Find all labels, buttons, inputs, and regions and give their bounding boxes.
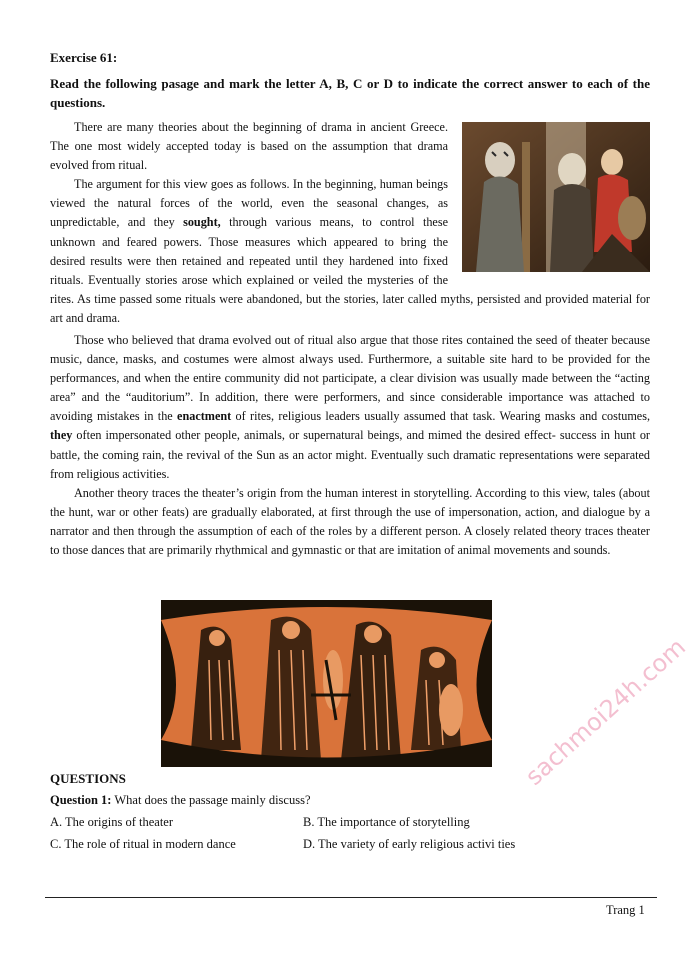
bold-word-enactment: enactment bbox=[177, 409, 232, 424]
passage-paragraph-4: Another theory traces the theater’s origin from the human interest in storytelling. According to this view, tales (about the hunt, war or other feats) are gradually elaborated, at first through the use of impersonation, action, and dialogue by a narrator and then through the assumption of each of the roles by a different person. A closely related theory traces theater to those dances that are primarily rhythmical and gymnastic or that are imitation of animal movements and sounds. bbox=[50, 485, 650, 558]
passage-paragraph-3 bbox=[50, 331, 650, 484]
questions-section bbox=[50, 771, 650, 855]
passage-paragraph-1: There are many theories about the beginning of drama in ancient Greece. The one most widely accepted today is based on the assumption that drama evolved from ritual. bbox=[50, 120, 448, 173]
bold-word-they: they bbox=[50, 428, 73, 443]
paragraph-3-text-b: of rites, religious leaders usually assumed that task. Wearing masks and costumes, bbox=[231, 409, 651, 424]
instruction-text: Read the following pasage and mark the letter A, B, C or D to indicate the correct answer to each of the questions. bbox=[50, 76, 650, 110]
watermark-text: sachmoi24h.com bbox=[520, 632, 692, 791]
paragraph-2-text-a: The argument for this view goes as follows. In the beginning, human beings viewed the natural forces of the world, even the seasonal changes, as unpredictable, and they bbox=[50, 177, 448, 230]
page-number: Trang 1 bbox=[606, 903, 645, 917]
passage-part-1 bbox=[50, 118, 650, 328]
paragraph-3-text-c: often impersonated other people, animals, or supernatural beings, and mimed the desired effect- success in hunt or battle, the coming rain, the revival of the Sun as an actor might. Eventually such dramatic representations were separated from religious activities. bbox=[50, 428, 650, 481]
vase-painting-image bbox=[161, 600, 492, 767]
option-d[interactable]: D. The variety of early religious activi ties bbox=[303, 837, 516, 851]
options-row-2 bbox=[50, 833, 650, 855]
question-1-text: What does the passage mainly discuss? bbox=[111, 793, 311, 807]
question-1 bbox=[50, 789, 650, 811]
questions-heading: QUESTIONS bbox=[50, 771, 126, 786]
paragraph-3-text-a: Those who believed that drama evolved out of ritual also argue that those rites contained the seed of theater because music, dance, masks, and costumes were almost always used. Furthermore, a suitable site hard to be provided for the performances, and when the entire community did not participate, a clear division was usually made between the “acting area” and the “auditorium”. In addition, there were performers, and since considerable importance was attached to avoiding mistakes in the bbox=[50, 333, 650, 424]
masked-actors-image bbox=[462, 122, 650, 272]
options-row-1 bbox=[50, 811, 650, 833]
option-c[interactable]: C. The role of ritual in modern dance bbox=[50, 837, 236, 851]
paragraph-2-text-b: through various means, to control these unknown and feared powers. Those measures which appeared to bring the desired results were then retained and repeated until they hardened into fixed rituals. Eventually stories arose which explained or veiled the mysteries of the rites. As time passed some rituals were abandoned, but the stories, later called myths, persisted and provided material for art and drama. bbox=[50, 215, 650, 325]
option-a[interactable]: A. The origins of theater bbox=[50, 815, 173, 829]
greek-vase-painting-figure bbox=[161, 600, 492, 767]
footer-divider bbox=[45, 897, 657, 898]
bold-word-sought: sought, bbox=[183, 215, 221, 230]
passage-part-2 bbox=[50, 331, 650, 560]
option-b[interactable]: B. The importance of storytelling bbox=[303, 815, 470, 829]
exercise-title: Exercise 61: bbox=[50, 50, 118, 65]
question-1-label: Question 1: bbox=[50, 793, 112, 807]
greek-masks-figure bbox=[462, 122, 650, 272]
